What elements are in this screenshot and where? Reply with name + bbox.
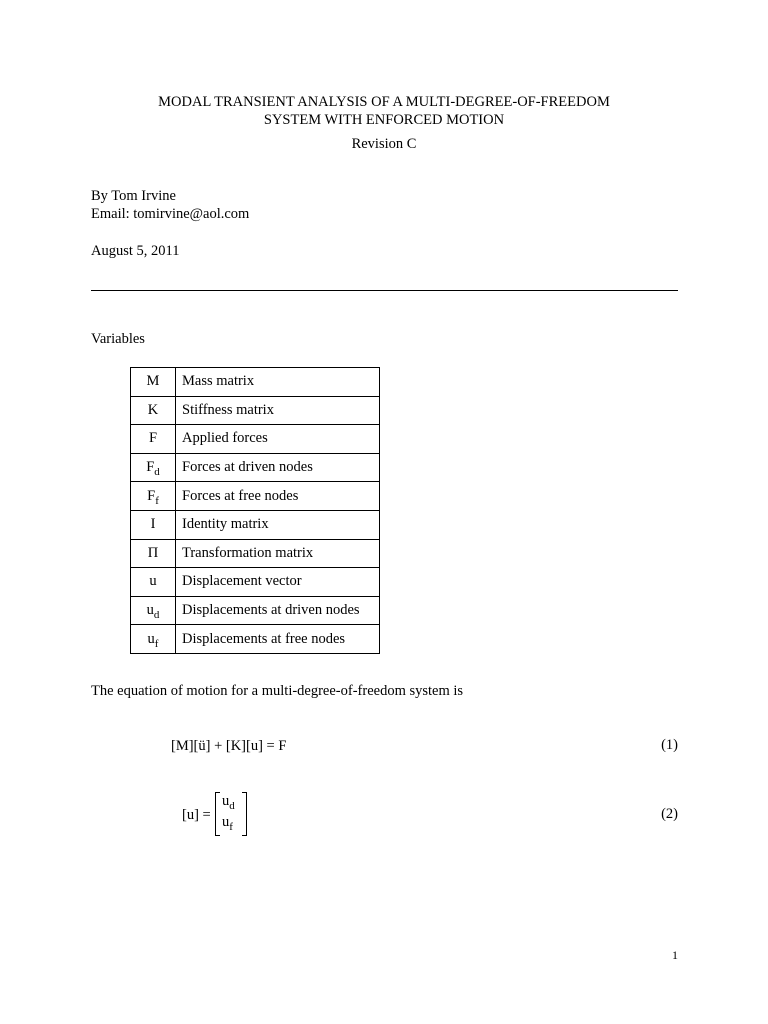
variable-symbol-text: M <box>146 373 160 390</box>
author-name: By Tom Irvine <box>91 188 176 204</box>
variable-description: Mass matrix <box>176 368 380 397</box>
variables-table <box>130 367 380 654</box>
document-date: August 5, 2011 <box>91 243 180 259</box>
variable-symbol-text: F <box>146 459 155 476</box>
variable-row <box>131 425 380 454</box>
variable-row <box>131 539 380 568</box>
horizontal-rule <box>91 290 678 291</box>
variable-symbol <box>131 625 176 654</box>
variable-symbol-text: F <box>148 430 158 447</box>
variable-row <box>131 368 380 397</box>
variable-description: Applied forces <box>176 425 380 454</box>
equation-2-matrix <box>215 792 247 836</box>
variable-symbol-subscript: f <box>154 637 159 650</box>
variable-row <box>131 396 380 425</box>
variable-symbol-text: K <box>147 401 159 418</box>
title-line-1: MODAL TRANSIENT ANALYSIS OF A MULTI-DEGREE-OF-FREEDOM <box>158 94 610 110</box>
matrix-right-bracket <box>242 792 247 836</box>
variable-symbol <box>131 425 176 454</box>
variable-symbol <box>131 396 176 425</box>
variable-description: Displacements at driven nodes <box>176 596 380 625</box>
variable-description: Displacements at free nodes <box>176 625 380 654</box>
variable-description: Forces at driven nodes <box>176 453 380 482</box>
equation-2-number: (2) <box>661 806 678 822</box>
variable-description: Displacement vector <box>176 568 380 597</box>
matrix-top-cell: $u_d$ <box>222 793 235 812</box>
variable-description: Identity matrix <box>176 510 380 539</box>
page-number: 1 <box>672 948 678 962</box>
variable-row <box>131 596 380 625</box>
revision: Revision C <box>351 136 417 152</box>
variable-description: Transformation matrix <box>176 539 380 568</box>
variable-symbol-text: u <box>147 630 155 647</box>
variable-description: Stiffness matrix <box>176 396 380 425</box>
matrix-bottom-cell: $u_f$ <box>222 814 233 833</box>
variable-symbol <box>131 368 176 397</box>
variable-row <box>131 568 380 597</box>
variable-symbol-text: u <box>146 602 154 619</box>
variable-row <box>131 510 380 539</box>
variables-heading: Variables <box>91 331 145 347</box>
equation-2-lhs: [u] = <box>182 807 211 823</box>
variable-symbol <box>131 482 176 511</box>
variable-symbol-text: u <box>149 573 157 590</box>
variable-symbol-text: I <box>150 516 156 533</box>
variable-row <box>131 625 380 654</box>
variable-symbol <box>131 568 176 597</box>
variable-symbol-subscript: d <box>154 466 160 479</box>
variable-symbol-subscript: f <box>155 494 159 507</box>
title-line-2: SYSTEM WITH ENFORCED MOTION <box>263 112 505 128</box>
variable-symbol <box>131 539 176 568</box>
variable-row <box>131 482 380 511</box>
equation-1: [M][ü] + [K][u] = F <box>171 738 287 754</box>
variable-symbol-text: F <box>147 487 156 504</box>
author-email: Email: tomirvine@aol.com <box>91 206 250 222</box>
variable-symbol <box>131 510 176 539</box>
variable-symbol <box>131 453 176 482</box>
variable-symbol <box>131 596 176 625</box>
matrix-left-bracket <box>215 792 220 836</box>
intro-text: The equation of motion for a multi-degree-of-freedom system is <box>91 683 464 699</box>
variable-symbol-subscript: d <box>153 609 160 622</box>
variable-description: Forces at free nodes <box>176 482 380 511</box>
equation-1-number: (1) <box>661 737 678 753</box>
variable-row <box>131 453 380 482</box>
variable-symbol-text: Π <box>147 544 159 561</box>
